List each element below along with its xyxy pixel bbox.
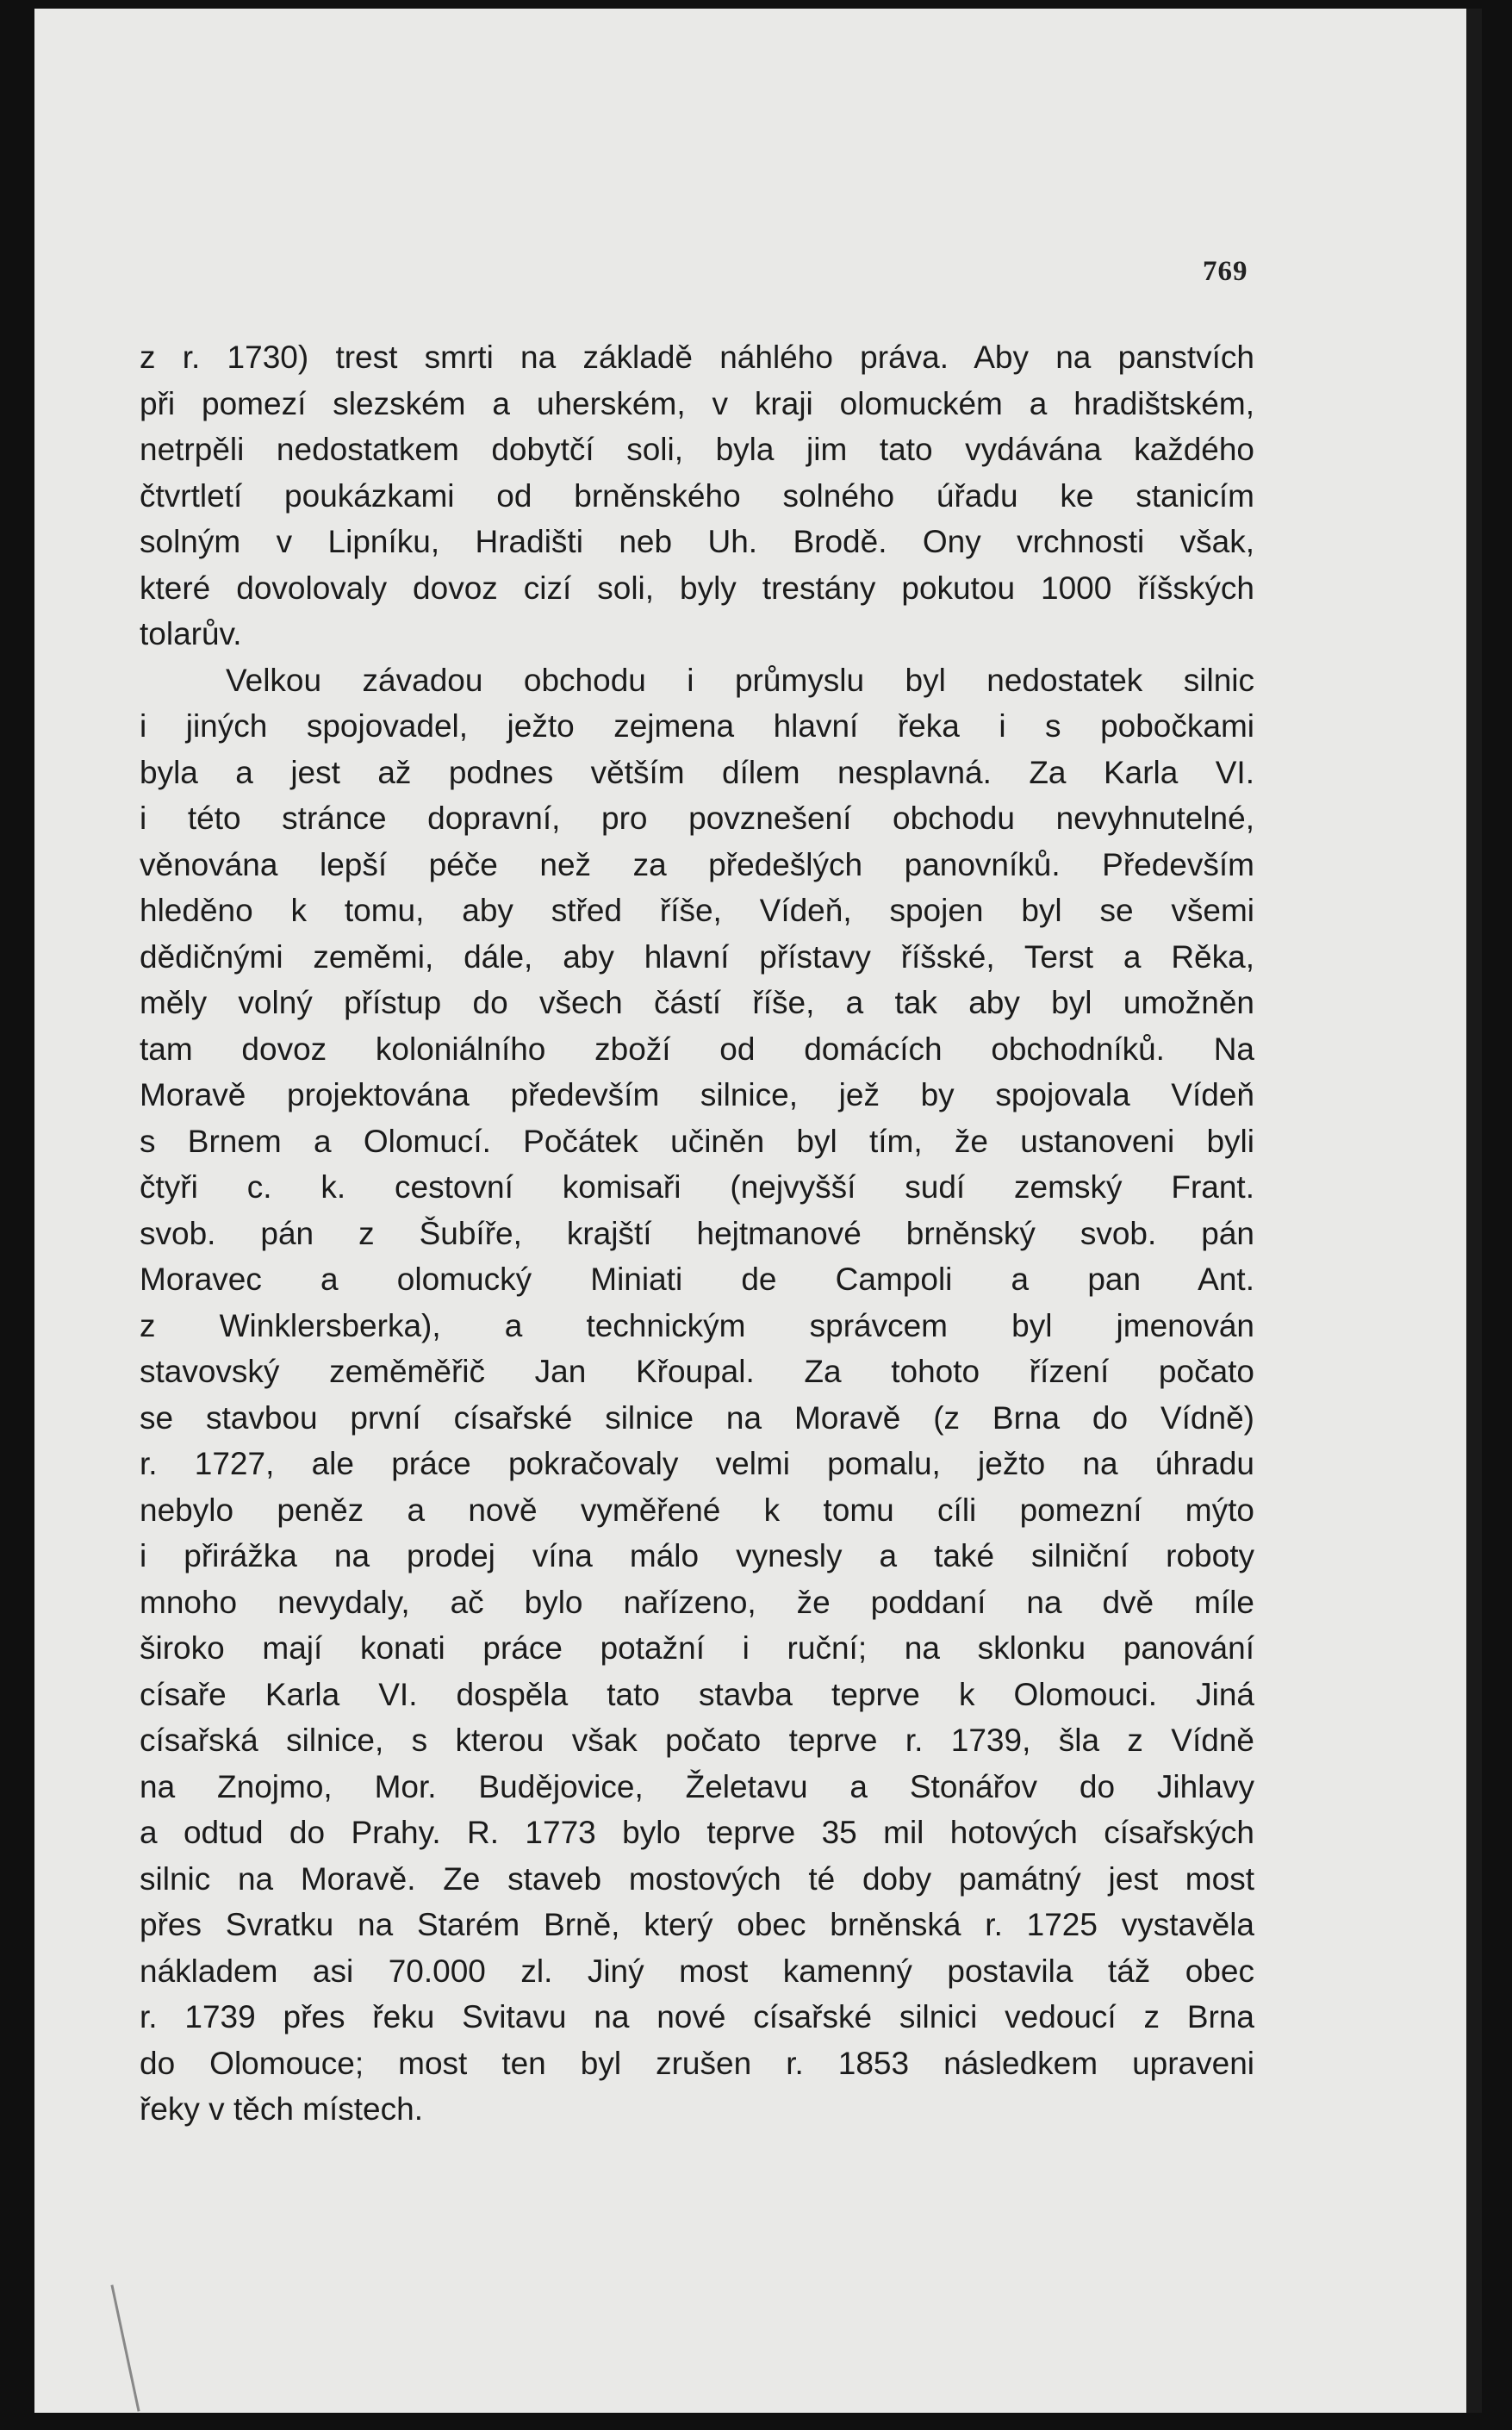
text-line: z r. 1730) trest smrti na základě náhlého práva. Aby na panstvích bbox=[140, 340, 1254, 375]
text-line: tolarův. bbox=[140, 616, 242, 651]
text-line: na Znojmo, Mor. Budějovice, Želetavu a Stonářov do Jihlavy bbox=[140, 1768, 1254, 1804]
text-line: široko mají konati práce potažní i ruční; na sklonku panování bbox=[140, 1630, 1254, 1666]
scan-artifact bbox=[110, 2284, 140, 2411]
text-line: do Olomouce; most ten byl zrušen r. 1853 následkem upraveni bbox=[140, 2045, 1254, 2081]
text-line: r. 1727, ale práce pokračovaly velmi pomalu, ježto na úhradu bbox=[140, 1446, 1254, 1481]
text-line: císaře Karla VI. dospěla tato stavba teprve k Olomouci. Jiná bbox=[140, 1676, 1254, 1712]
text-line: z Winklersberka), a technickým správcem byl jmenován bbox=[140, 1307, 1254, 1343]
text-line: se stavbou první císařské silnice na Moravě (z Brna do Vídně) bbox=[140, 1399, 1254, 1436]
text-line: silnic na Moravě. Ze staveb mostových té doby památný jest most bbox=[140, 1860, 1254, 1897]
text-line: při pomezí slezském a uherském, v kraji olomuckém a hradištském, bbox=[140, 385, 1254, 421]
text-line: a odtud do Prahy. R. 1773 bylo teprve 35 mil hotových císařských bbox=[140, 1815, 1254, 1850]
text-line: nebylo peněz a nově vyměřené k tomu cíli pomezní mýto bbox=[140, 1492, 1254, 1528]
text-line: i jiných spojovadel, ježto zejmena hlavní řeka i s pobočkami bbox=[140, 708, 1254, 744]
text-line: hleděno k tomu, aby střed říše, Vídeň, spojen byl se všemi bbox=[140, 893, 1254, 928]
text-line: čtyři c. k. cestovní komisaři (nejvyšší sudí zemský Frant. bbox=[140, 1169, 1254, 1205]
text-line: tam dovoz koloniálního zboží od domácích obchodníků. Na bbox=[140, 1031, 1254, 1067]
text-line: solným v Lipníku, Hradišti neb Uh. Brodě. Ony vrchnosti však, bbox=[140, 524, 1254, 559]
text-line: nákladem asi 70.000 zl. Jiný most kamenný postavila táž obec bbox=[140, 1953, 1254, 1989]
text-line: i přirážka na prodej vína málo vynesly a také silniční roboty bbox=[140, 1538, 1254, 1573]
text-line: měly volný přístup do všech částí říše, a tak aby byl umožněn bbox=[140, 985, 1254, 1020]
text-line: které dovolovaly dovoz cizí soli, byly trestány pokutou 1000 říšských bbox=[140, 570, 1254, 606]
text-line: řeky v těch místech. bbox=[140, 2091, 423, 2127]
text-line: s Brnem a Olomucí. Počátek učiněn byl tím, že ustanoveni byli bbox=[140, 1123, 1254, 1159]
text-line: dědičnými zeměmi, dále, aby hlavní přístavy říšské, Terst a Rěka, bbox=[140, 938, 1254, 975]
page-number: 769 bbox=[1203, 256, 1248, 287]
text-line: Moravec a olomucký Miniati de Campoli a pan Ant. bbox=[140, 1262, 1254, 1297]
text-line: čtvrtletí poukázkami od brněnského solného úřadu ke stanicím bbox=[140, 477, 1254, 514]
text-line: i této stránce dopravní, pro povznešení obchodu nevyhnutelné, bbox=[140, 801, 1254, 836]
text-line: mnoho nevydaly, ač bylo nařízeno, že poddaní na dvě míle bbox=[140, 1584, 1254, 1620]
text-line: stavovský zeměměřič Jan Křoupal. Za tohoto řízení počato bbox=[140, 1354, 1254, 1389]
text-line: netrpěli nedostatkem dobytčí soli, byla jim tato vydávána každého bbox=[140, 432, 1254, 467]
text-line: císařská silnice, s kterou však počato teprve r. 1739, šla z Vídně bbox=[140, 1723, 1254, 1758]
text-line: Moravě projektována především silnice, jež by spojovala Vídeň bbox=[140, 1077, 1254, 1112]
text-line: věnována lepší péče než za předešlých panovníků. Především bbox=[140, 846, 1254, 882]
text-line: přes Svratku na Starém Brně, který obec brněnská r. 1725 vystavěla bbox=[140, 1907, 1254, 1942]
text-line: byla a jest až podnes větším dílem nesplavná. Za Karla VI. bbox=[140, 754, 1254, 790]
text-line: r. 1739 přes řeku Svitavu na nové císařské silnici vedoucí z Brna bbox=[140, 1999, 1254, 2034]
book-page bbox=[34, 9, 1482, 2413]
body-text bbox=[140, 334, 1254, 2133]
text-line: svob. pán z Šubíře, krajští hejtmanové brněnský svob. pán bbox=[140, 1215, 1254, 1251]
text-line: Velkou závadou obchodu i průmyslu byl nedostatek silnic bbox=[226, 662, 1254, 698]
